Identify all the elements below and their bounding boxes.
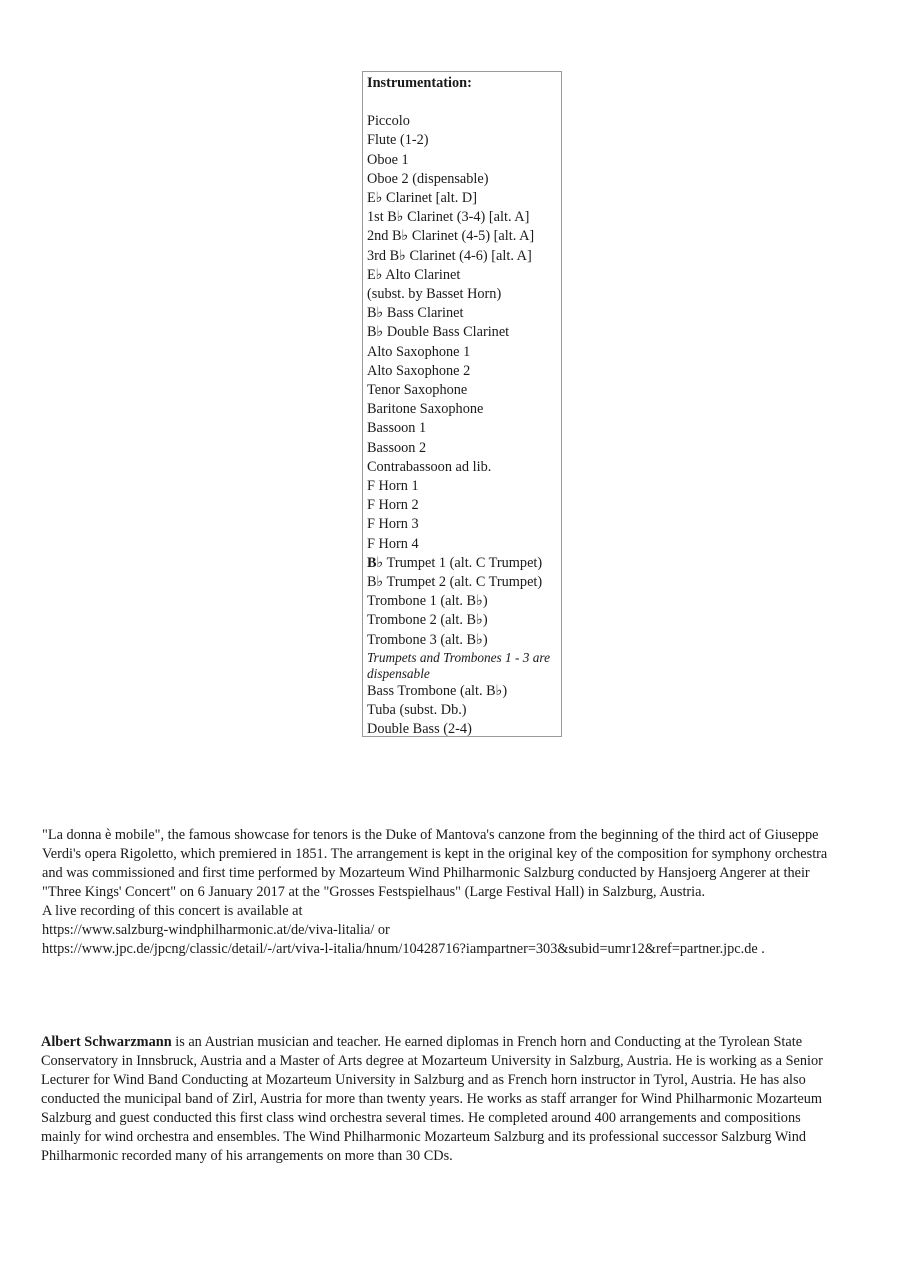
instrument-item: Alto Saxophone 1	[367, 343, 471, 360]
instrument-item: E♭ Alto Clarinet	[367, 266, 461, 283]
recording-link-2[interactable]: https://www.jpc.de/jpcng/classic/detail/-/art/viva-l-italia/hnum/10428716?iampartner=303&subid=umr12&ref=partner.jpc.de .	[42, 941, 765, 957]
instrument-item: E♭ Clarinet [alt. D]	[367, 190, 477, 207]
instrument-item: F Horn 4	[367, 535, 419, 552]
instrument-trombone-2: Trombone 2 (alt. B♭)	[367, 612, 488, 629]
recording-availability: A live recording of this concert is available at	[42, 903, 303, 919]
composer-bio	[41, 1033, 841, 1166]
instrument-item: Bassoon 2	[367, 439, 427, 456]
instrument-item: Contrabassoon ad lib.	[367, 458, 492, 475]
recording-link-1[interactable]: https://www.salzburg-windphilharmonic.at/de/viva-litalia/ or	[42, 922, 390, 938]
instrument-item: F Horn 1	[367, 478, 419, 495]
bold-flat-symbol: B♭	[367, 554, 384, 571]
instrument-tuba: Tuba (subst. Db.)	[367, 702, 467, 719]
instrument-trombone-1: Trombone 1 (alt. B♭)	[367, 593, 488, 610]
instrument-item: F Horn 3	[367, 516, 419, 533]
instrument-item: 1st B♭ Clarinet (3-4) [alt. A]	[367, 209, 530, 226]
instrument-trumpet-1	[367, 554, 557, 573]
dispensable-note: Trumpets and Trombones 1 - 3 are dispensable	[367, 649, 550, 681]
description-paragraph: "La donna è mobile", the famous showcase for tenors is the Duke of Mantova's canzone from the beginning of the third act of Giuseppe Verdi's opera Rigoletto, which premiered in 1851. The arrangement is kept in the original key of the composition for symphony orchestra and was commissioned and first time performed by Mozarteum Wind Philharmonic Salzburg conducted by Hansjoerg Angerer at their "Three Kings' Concert" on 6 January 2017 at the "Grosses Festspielhaus" (Large Festival Hall) in Salzburg, Austria.	[42, 827, 828, 900]
instrument-item: Piccolo	[367, 113, 410, 130]
instrument-item: F Horn 2	[367, 497, 419, 514]
instrument-item: 3rd B♭ Clarinet (4-6) [alt. A]	[367, 247, 532, 264]
work-description	[42, 826, 842, 959]
bio-paragraph	[41, 1033, 841, 1166]
instrument-double-bass: Double Bass (2-4)	[367, 721, 472, 738]
instrument-item: (subst. by Basset Horn)	[367, 286, 502, 303]
instrument-item: B♭ Bass Clarinet	[367, 305, 464, 322]
instrument-item: Oboe 2 (dispensable)	[367, 170, 489, 187]
instrument-item: Bassoon 1	[367, 420, 427, 437]
instrument-trumpet-2: B♭ Trumpet 2 (alt. C Trumpet)	[367, 574, 543, 591]
instrumentation-list	[367, 112, 557, 554]
instrument-item: Alto Saxophone 2	[367, 362, 471, 379]
instrument-item: Oboe 1	[367, 151, 409, 168]
bio-name: Albert Schwarzmann	[41, 1034, 172, 1050]
instrument-item: Flute (1-2)	[367, 132, 429, 149]
instrumentation-box	[362, 71, 562, 737]
instrument-item: Tenor Saxophone	[367, 382, 468, 399]
bio-text: is an Austrian musician and teacher. He earned diplomas in French horn and Conducting at the Tyrolean State Conservatory in Innsbruck, Austria and a Master of Arts degree at Mozarteum University in Salzburg, Austria. He is working as a Senior Lecturer for Wind Band Conducting at Mozarteum University in Salzburg and as French horn instructor in Tyrol, Austria. He has also conducted the municipal band of Zirl, Austria for more than twenty years. He works as staff arranger for Wind Philharmonic Mozarteum Salzburg and guest conducted this first class wind orchestra several times. He completed around 400 arrangements and compositions mainly for wind orchestra and ensembles. The Wind Philharmonic Mozarteum Salzburg and its professional successor Salzburg Wind Philharmonic recorded many of his arrangements on more than 30 CDs.	[41, 1034, 823, 1164]
instrument-trumpet-1-label: Trumpet 1 (alt. C Trumpet)	[383, 554, 543, 571]
instrument-item: B♭ Double Bass Clarinet	[367, 324, 510, 341]
instrument-bass-trombone: Bass Trombone (alt. B♭)	[367, 682, 508, 699]
instrument-trombone-3: Trombone 3 (alt. B♭)	[367, 631, 488, 648]
instrument-item: Baritone Saxophone	[367, 401, 484, 418]
instrumentation-title: Instrumentation:	[367, 75, 472, 91]
instrument-item: 2nd B♭ Clarinet (4-5) [alt. A]	[367, 228, 535, 245]
